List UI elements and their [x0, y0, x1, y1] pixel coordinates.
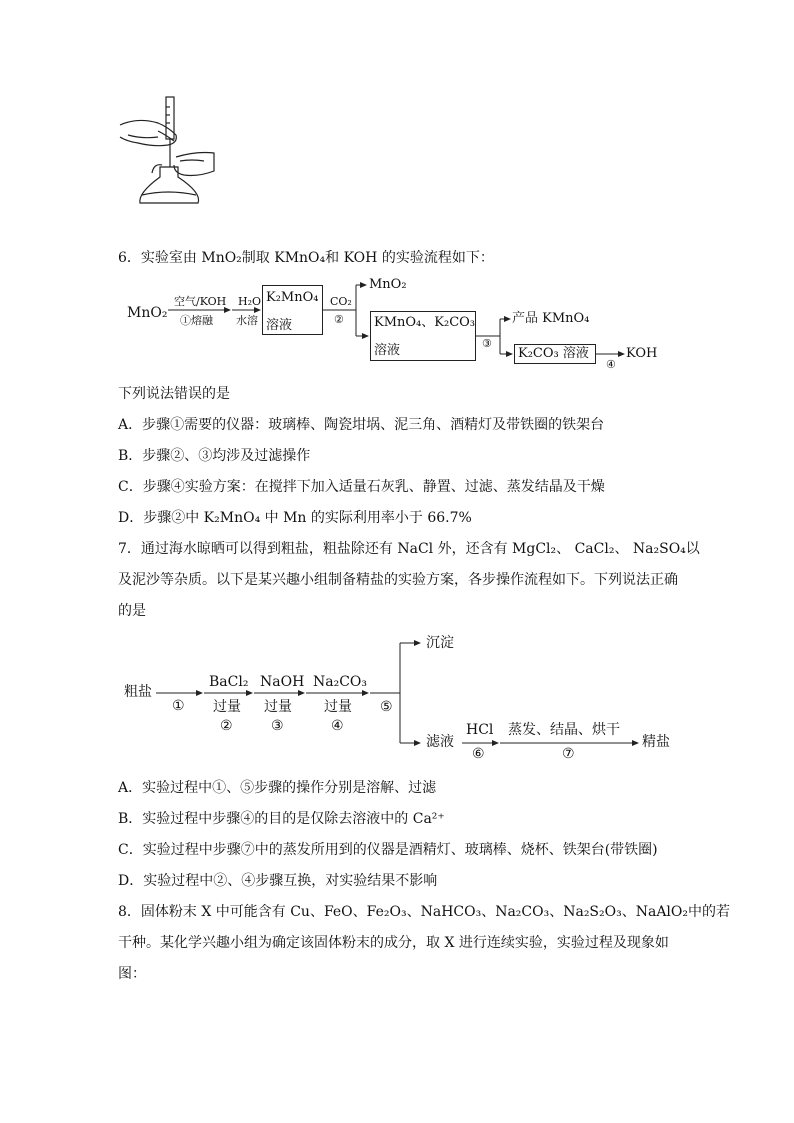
q6-box3-text: K₂CO₃ 溶液	[518, 346, 589, 361]
q7-s2: ②	[220, 718, 233, 734]
q7-refined: 精盐	[642, 734, 670, 750]
q7-excess3: 过量	[324, 699, 352, 715]
q6-box1-line1: K₂MnO₄	[266, 290, 319, 305]
q8-line3: 图：	[118, 966, 146, 982]
q8-line2: 干种。某化学兴趣小组为确定该固体粉末的成分，取 X 进行连续实验，实验过程及现象如	[118, 935, 669, 951]
q7-excess1: 过量	[213, 699, 241, 715]
q7-s7: ⑦	[562, 746, 575, 762]
q7-naoh: NaOH	[260, 674, 305, 690]
q6-question: 下列说法错误的是	[118, 386, 230, 402]
q6-stem: 6．实验室由 MnO₂制取 KMnO₄和 KOH 的实验流程如下：	[118, 250, 494, 266]
q7-precipitate: 沉淀	[426, 635, 454, 651]
q6-option-a: A．步骤①需要的仪器：玻璃棒、陶瓷坩埚、泥三角、酒精灯及带铁圈的铁架台	[118, 417, 605, 433]
q7-filtrate: 滤液	[426, 734, 454, 750]
q6-product: 产品 KMnO₄	[512, 311, 590, 326]
q7-bacl2: BaCl₂	[209, 674, 249, 690]
q7-s4: ④	[331, 718, 344, 734]
q7-na2co3: Na₂CO₃	[313, 674, 368, 690]
q7-option-a: A．实验过程中①、⑤步骤的操作分别是溶解、过滤	[118, 780, 437, 796]
q7-stem-line1: 7．通过海水晾晒可以得到粗盐，粗盐除还有 NaCl 外，还含有 MgCl₂、 CaCl₂、 Na₂SO₄以	[118, 541, 700, 557]
q6-out-mno2: MnO₂	[369, 277, 407, 292]
q6-option-c: C．步骤④实验方案：在搅拌下加入适量石灰乳、静置、过滤、蒸发结晶及干燥	[118, 479, 605, 495]
q6-step4: ④	[606, 358, 616, 371]
q6-step1-bottom: ①熔融	[180, 314, 213, 327]
q6-start: MnO₂	[127, 305, 168, 321]
q6-water-top: H₂O	[238, 295, 262, 308]
q7-stem-line2: 及泥沙等杂质。以下是某兴趣小组制备精盐的实验方案，各步操作流程如下。下列说法正确	[118, 572, 678, 588]
q7-s5: ⑤	[380, 699, 393, 715]
q7-excess2: 过量	[264, 699, 292, 715]
q6-koh: KOH	[626, 346, 658, 361]
q8-line1: 8．固体粉末 X 中可能含有 Cu、FeO、Fe₂O₃、NaHCO₃、Na₂CO₃、Na₂S₂O₃、NaAlO₂中的若	[118, 904, 730, 920]
q6-water-bottom: 水溶	[236, 314, 258, 327]
q7-stem-line3: 的是	[118, 603, 146, 619]
q6-box2-line1: KMnO₄、K₂CO₃	[374, 315, 476, 330]
q7-s1: ①	[172, 698, 185, 714]
q7-hcl: HCl	[466, 722, 494, 738]
q6-option-d: D．步骤②中 K₂MnO₄ 中 Mn 的实际利用率小于 66.7%	[118, 510, 472, 526]
q7-option-b: B．实验过程中步骤④的目的是仅除去溶液中的 Ca²⁺	[118, 811, 445, 827]
q7-evap: 蒸发、结晶、烘干	[508, 722, 620, 738]
q6-co2: CO₂	[330, 295, 352, 308]
q7-crude: 粗盐	[124, 684, 152, 700]
q7-option-c: C．实验过程中步骤⑦中的蒸发所用到的仪器是酒精灯、玻璃棒、烧杯、铁架台(带铁圈)	[118, 842, 658, 858]
q6-step1-top: 空气/KOH	[174, 295, 227, 308]
q7-s6: ⑥	[472, 746, 485, 762]
q7-s3: ③	[271, 718, 284, 734]
q6-box1-line2: 溶液	[266, 318, 293, 333]
q7-option-d: D．实验过程中②、④步骤互换，对实验结果不影响	[118, 873, 438, 889]
q6-step3: ③	[482, 337, 492, 350]
q6-box2-line2: 溶液	[374, 343, 401, 358]
q6-step2: ②	[334, 313, 344, 326]
q6-option-b: B．步骤②、③均涉及过滤操作	[118, 448, 311, 464]
